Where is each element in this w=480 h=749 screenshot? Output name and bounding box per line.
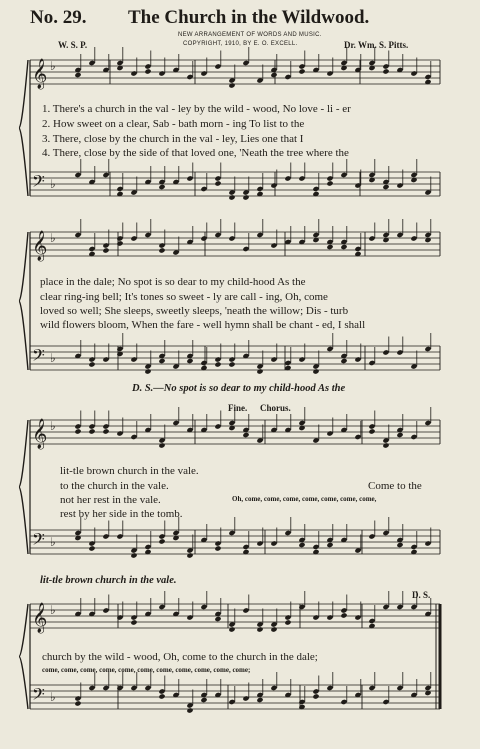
system-2-bass-note (186, 358, 193, 364)
system-2-brace (19, 232, 28, 370)
ds-lyric-line-2: lit-tle brown church in the vale. (40, 575, 177, 586)
system-1-treble-clef: 𝄞 (32, 59, 48, 89)
system-2-treble-note (340, 244, 347, 250)
hymn-number: No. 29. (30, 7, 87, 28)
system-4-bass-clef: 𝄢 (32, 684, 45, 708)
verse-4-line-3: rest by her side in the tomb. (60, 508, 183, 520)
system-2-bass-note (256, 368, 263, 374)
chorus-come-line-2: come, come, come, come, come, come, come, come, come, come, come; (42, 666, 251, 674)
system-1-bass-note (242, 194, 249, 200)
system-3-treble-note (158, 442, 165, 448)
system-3-treble-note (242, 432, 249, 438)
system-3-treble-note (368, 428, 375, 434)
verse-2-line-2: clear ring-ing bell; It's tones so sweet - ly are call - ing, Oh, come (40, 291, 328, 303)
system-4-key: ♭ (50, 603, 56, 617)
system-3-treble-note (74, 428, 81, 434)
verse-4-line-1: 4. There, close by the side of that loved one, 'Neath the tree where the (42, 147, 349, 159)
system-4-treble-note (270, 626, 277, 632)
system-1-treble-note (298, 68, 305, 74)
system-4-key: ♭ (50, 690, 56, 704)
system-2-key: ♭ (50, 351, 56, 365)
system-2-treble-note (102, 247, 109, 253)
system-1-key: ♭ (50, 59, 56, 73)
verse-2-line-1: 2. How sweet on a clear, Sab - bath morn - ing To list to the (42, 118, 305, 130)
system-1-bass-note (326, 180, 333, 186)
system-3-treble-note (396, 432, 403, 438)
system-3-bass-note (214, 545, 221, 551)
verse-2-line-3: to the church in the vale. (60, 480, 169, 492)
system-3-treble-clef: 𝄞 (32, 419, 48, 449)
verse-3-line-2: loved so well; She sleeps, sweetly sleeps, 'neath the willow; Dis - turb (40, 305, 349, 317)
system-4-bass-note (312, 693, 319, 699)
chorus-come-line-1: Oh, come, come, come, come, come, come, come, (232, 495, 377, 503)
verse-1-line-1: 1. There's a church in the val - ley by the wild - wood, No love - li - er (42, 103, 351, 115)
words-author: W. S. P. (58, 40, 88, 50)
system-4-bass-note (200, 697, 207, 703)
system-3-treble-note (88, 428, 95, 434)
system-2-treble-note (158, 247, 165, 253)
system-1-treble-note (382, 68, 389, 74)
ds-mark: D. S. (412, 590, 431, 600)
system-4-treble-note (340, 612, 347, 618)
system-2-bass-note (340, 358, 347, 364)
system-4-bass-note (186, 707, 193, 713)
system-3-key: ♭ (50, 419, 56, 433)
system-3-bass-note (130, 552, 137, 558)
system-3-bass-note (326, 542, 333, 548)
system-2-treble-clef: 𝄞 (32, 231, 48, 261)
system-4-treble-note (256, 626, 263, 632)
system-4-treble-note (214, 616, 221, 622)
system-4-treble-note (130, 619, 137, 625)
system-3-bass-note (158, 538, 165, 544)
fine-mark: Fine. (228, 403, 248, 413)
system-2-key: ♭ (50, 231, 56, 245)
verse-4-line-2: wild flowers bloom, When the fare - well hymn shall be chant - ed, I shall (40, 319, 366, 331)
verse-1-line-2: place in the dale; No spot is so dear to my child-hood As the (40, 276, 306, 288)
system-2-bass-clef: 𝄢 (32, 345, 45, 369)
system-4-treble-note (284, 619, 291, 625)
system-1-treble-note (74, 72, 81, 78)
system-3-bass-note (186, 552, 193, 558)
system-1-key: ♭ (50, 177, 56, 191)
system-3-treble-note (102, 428, 109, 434)
verse-1-line-3: lit-tle brown church in the vale. (60, 465, 199, 477)
system-1-bass-clef: 𝄢 (32, 171, 45, 195)
system-2-bass-note (158, 358, 165, 364)
system-2-treble-note (116, 240, 123, 246)
system-4-treble-note (228, 626, 235, 632)
system-4-brace (19, 604, 28, 709)
hymn-title: The Church in the Wildwood. (128, 7, 370, 28)
system-4-bass-note (256, 697, 263, 703)
system-2-bass-note (144, 368, 151, 374)
system-2-treble-note (326, 244, 333, 250)
chorus-mark: Chorus. (260, 403, 291, 413)
system-3-bass-note (88, 545, 95, 551)
system-1-bass-note (382, 184, 389, 190)
system-2-bass-note (228, 361, 235, 367)
arrangement-note: NEW ARRANGEMENT OF WORDS AND MUSIC. (178, 32, 322, 38)
system-1-bass-note (228, 194, 235, 200)
system-3-treble-note (382, 442, 389, 448)
system-4-treble-clef: 𝄞 (32, 603, 48, 633)
verse-3-line-3: not her rest in the vale. (60, 494, 161, 506)
system-2-bass-note (312, 368, 319, 374)
system-1-bass-note (214, 180, 221, 186)
system-3-bass-note (298, 542, 305, 548)
system-2-bass-note (214, 361, 221, 367)
chorus-lyric-line: church by the wild - wood, Oh, come to the church in the dale; (42, 651, 318, 663)
system-3-bass-note (396, 542, 403, 548)
system-3-bass-clef: 𝄢 (32, 529, 45, 553)
chorus-come-to-the: Come to the (368, 480, 422, 492)
system-1-brace (19, 60, 28, 196)
system-1-treble-note (144, 68, 151, 74)
system-1-treble-note (270, 72, 277, 78)
system-4-bass-note (158, 693, 165, 699)
verse-3-line-1: 3. There, close by the church in the val - ley, Lies one that I (42, 133, 304, 145)
system-3-key: ♭ (50, 535, 56, 549)
system-1-treble-note (228, 82, 235, 88)
music-author: Dr. Wm. S. Pitts. (344, 40, 409, 50)
system-1-bass-note (158, 184, 165, 190)
copyright-notice: COPYRIGHT, 1910, BY E. O. EXCELL. (183, 41, 298, 47)
system-4-bass-note (74, 700, 81, 706)
system-3-brace (19, 420, 28, 554)
system-2-bass-note (88, 361, 95, 367)
ds-lyric-line: D. S.—No spot is so dear to my child-hood As the (132, 383, 346, 394)
